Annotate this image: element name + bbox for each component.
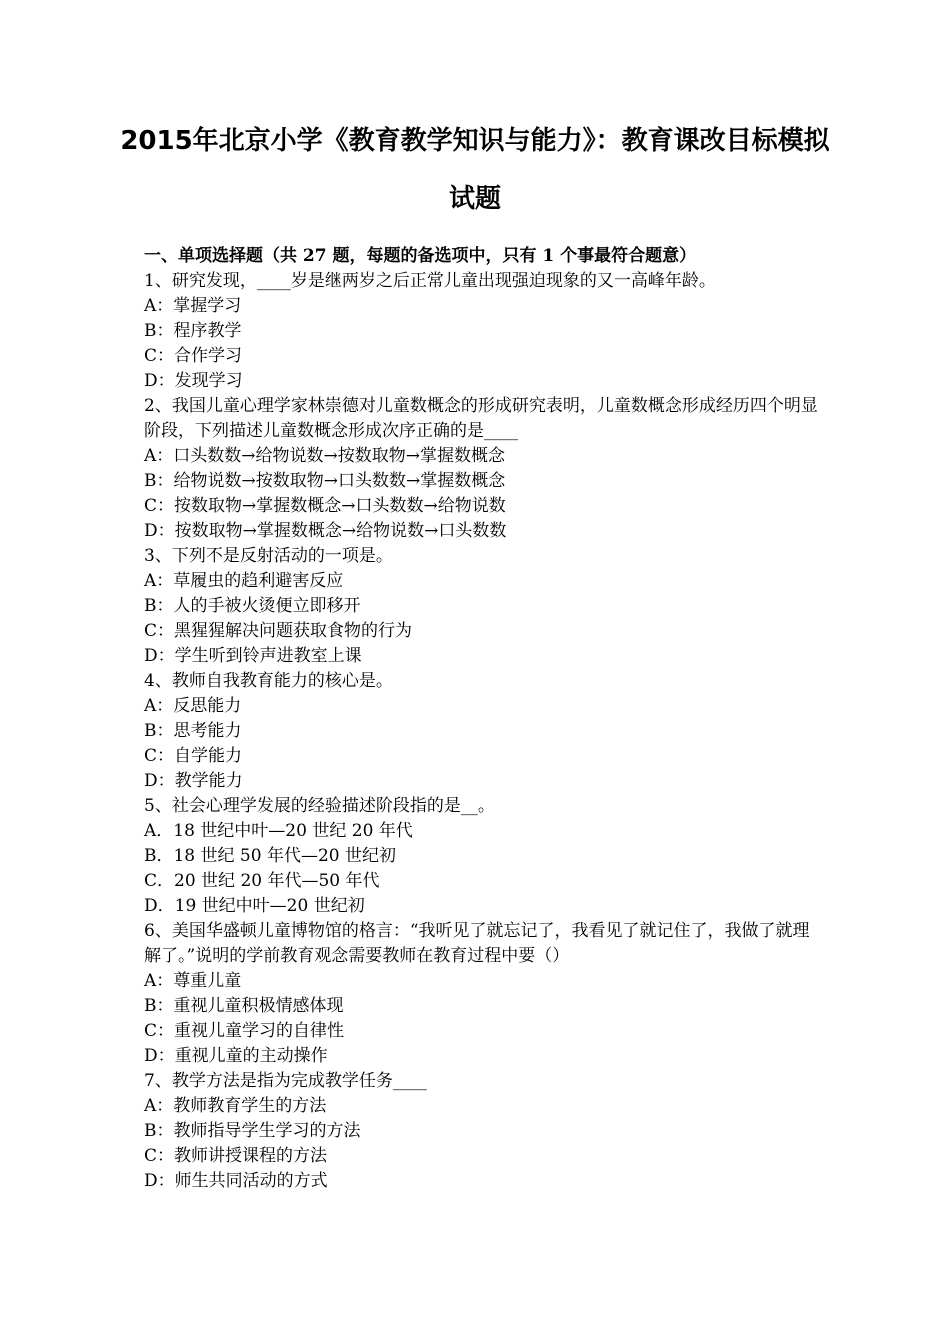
option-b: B：思考能力 xyxy=(144,721,242,741)
question-stem: 2、我国儿童心理学家林崇德对儿童数概念的形成研究表明，儿童数概念形成经历四个明显阶段，下列描述儿童数概念形成次序正确的是____ xyxy=(144,396,818,441)
document-title: 2015年北京小学《教育教学知识与能力》：教育课改目标模拟试题 xyxy=(120,126,830,214)
option-b: B：给物说数→按数取物→口头数数→掌握数概念 xyxy=(144,471,506,491)
option-a: A：口头数数→给物说数→按数取物→掌握数概念 xyxy=(144,446,506,466)
question-stem: 6、美国华盛顿儿童博物馆的格言：“我听见了就忘记了，我看见了就记住了，我做了就理解了。”说明的学前教育观念需要教师在教育过程中要（） xyxy=(144,921,810,966)
option-d: D：教学能力 xyxy=(144,771,243,791)
question-stem: 7、教学方法是指为完成教学任务____ xyxy=(144,1071,427,1091)
document-body xyxy=(144,244,820,1194)
option-a: A：掌握学习 xyxy=(144,296,242,316)
option-d: D：重视儿童的主动操作 xyxy=(144,1046,328,1066)
option-d: D：学生听到铃声进教室上课 xyxy=(144,646,362,666)
option-b: B：人的手被火烫便立即移开 xyxy=(144,596,361,616)
option-a: A：反思能力 xyxy=(144,696,242,716)
option-a: A：教师教育学生的方法 xyxy=(144,1096,327,1116)
option-d: D．19 世纪中叶—20 世纪初 xyxy=(144,896,365,916)
question-5 xyxy=(144,794,820,919)
option-c: C：自学能力 xyxy=(144,746,243,766)
question-3 xyxy=(144,544,820,669)
question-stem: 5、社会心理学发展的经验描述阶段指的是__。 xyxy=(144,796,495,816)
option-b: B：程序教学 xyxy=(144,321,242,341)
question-stem: 4、教师自我教育能力的核心是。 xyxy=(144,671,393,691)
option-d: D：师生共同活动的方式 xyxy=(144,1171,328,1191)
option-a: A：尊重儿童 xyxy=(144,971,242,991)
option-a: A．18 世纪中叶—20 世纪 20 年代 xyxy=(144,821,413,841)
question-stem: 3、下列不是反射活动的一项是。 xyxy=(144,546,393,566)
section-heading: 一、单项选择题（共 27 题，每题的备选项中，只有 1 个事最符合题意） xyxy=(144,246,697,266)
question-2 xyxy=(144,394,820,544)
question-7 xyxy=(144,1069,820,1194)
option-c: C．20 世纪 20 年代—50 年代 xyxy=(144,871,380,891)
question-4 xyxy=(144,669,820,794)
option-c: C：教师讲授课程的方法 xyxy=(144,1146,328,1166)
question-stem: 1、研究发现，____岁是继两岁之后正常儿童出现强迫现象的又一高峰年龄。 xyxy=(144,271,716,291)
option-a: A：草履虫的趋利避害反应 xyxy=(144,571,344,591)
option-c: C：黑猩猩解决问题获取食物的行为 xyxy=(144,621,413,641)
question-1 xyxy=(144,269,820,394)
option-b: B．18 世纪 50 年代—20 世纪初 xyxy=(144,846,397,866)
option-b: B：重视儿童积极情感体现 xyxy=(144,996,344,1016)
option-c: C：按数取物→掌握数概念→口头数数→给物说数 xyxy=(144,496,506,516)
question-6 xyxy=(144,919,820,1069)
option-b: B：教师指导学生学习的方法 xyxy=(144,1121,361,1141)
option-c: C：重视儿童学习的自律性 xyxy=(144,1021,345,1041)
option-d: D：按数取物→掌握数概念→给物说数→口头数数 xyxy=(144,521,507,541)
option-c: C：合作学习 xyxy=(144,346,243,366)
option-d: D：发现学习 xyxy=(144,371,243,391)
